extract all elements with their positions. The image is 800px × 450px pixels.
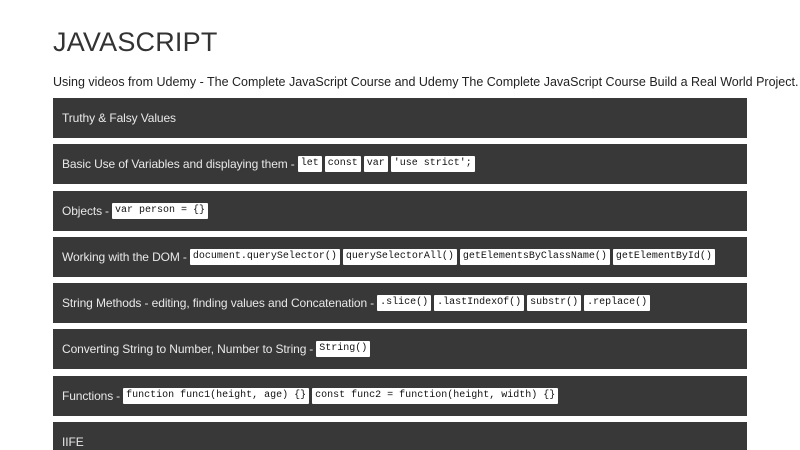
code-chip: const — [325, 156, 361, 172]
code-chip: 'use strict'; — [391, 156, 475, 172]
code-chip: const func2 = function(height, width) {} — [312, 388, 558, 404]
topic-label: Functions — [62, 388, 114, 403]
topic-label: Converting String to Number, Number to String — [62, 342, 307, 357]
code-chip: let — [298, 156, 322, 172]
topic-separator: - — [309, 342, 314, 357]
topic-item[interactable] — [53, 376, 747, 416]
code-chip: var — [364, 156, 388, 172]
topic-item[interactable] — [53, 283, 747, 323]
topic-label: Working with the DOM — [62, 249, 180, 264]
code-chip: .slice() — [377, 295, 431, 311]
topic-item[interactable] — [53, 144, 747, 184]
code-chip: .lastIndexOf() — [434, 295, 524, 311]
topic-item[interactable] — [53, 237, 747, 277]
topic-item[interactable] — [53, 191, 747, 231]
page-title: JAVASCRIPT — [53, 27, 218, 57]
code-chip: getElementById() — [613, 249, 715, 265]
code-chip: getElementsByClassName() — [460, 249, 610, 265]
topic-label: String Methods - editing, finding values and Concatenation — [62, 296, 368, 311]
code-chip: document.querySelector() — [190, 249, 340, 265]
topic-label: Truthy & Falsy Values — [62, 111, 176, 125]
code-chip: var person = {} — [112, 203, 208, 219]
code-chip: substr() — [527, 295, 581, 311]
code-chip: function func1(height, age) {} — [123, 388, 309, 404]
code-chip: String() — [316, 341, 370, 357]
code-chip: querySelectorAll() — [343, 249, 457, 265]
code-chip: .replace() — [584, 295, 650, 311]
topic-item[interactable] — [53, 422, 747, 450]
topic-separator: - — [370, 296, 375, 311]
topic-separator: - — [116, 388, 121, 403]
topic-list — [53, 98, 747, 450]
topic-label: Basic Use of Variables and displaying them — [62, 157, 288, 172]
topic-item[interactable] — [53, 98, 747, 138]
topic-separator: - — [104, 203, 109, 218]
topic-item[interactable] — [53, 329, 747, 369]
topic-label: Objects — [62, 203, 102, 218]
page-subtitle: Using videos from Udemy - The Complete JavaScript Course and Udemy The Complete JavaScript Course Build a Real World Project. — [53, 75, 799, 89]
topic-separator: - — [182, 249, 187, 264]
topic-label: IIFE — [62, 435, 84, 450]
topic-separator: - — [290, 157, 295, 172]
